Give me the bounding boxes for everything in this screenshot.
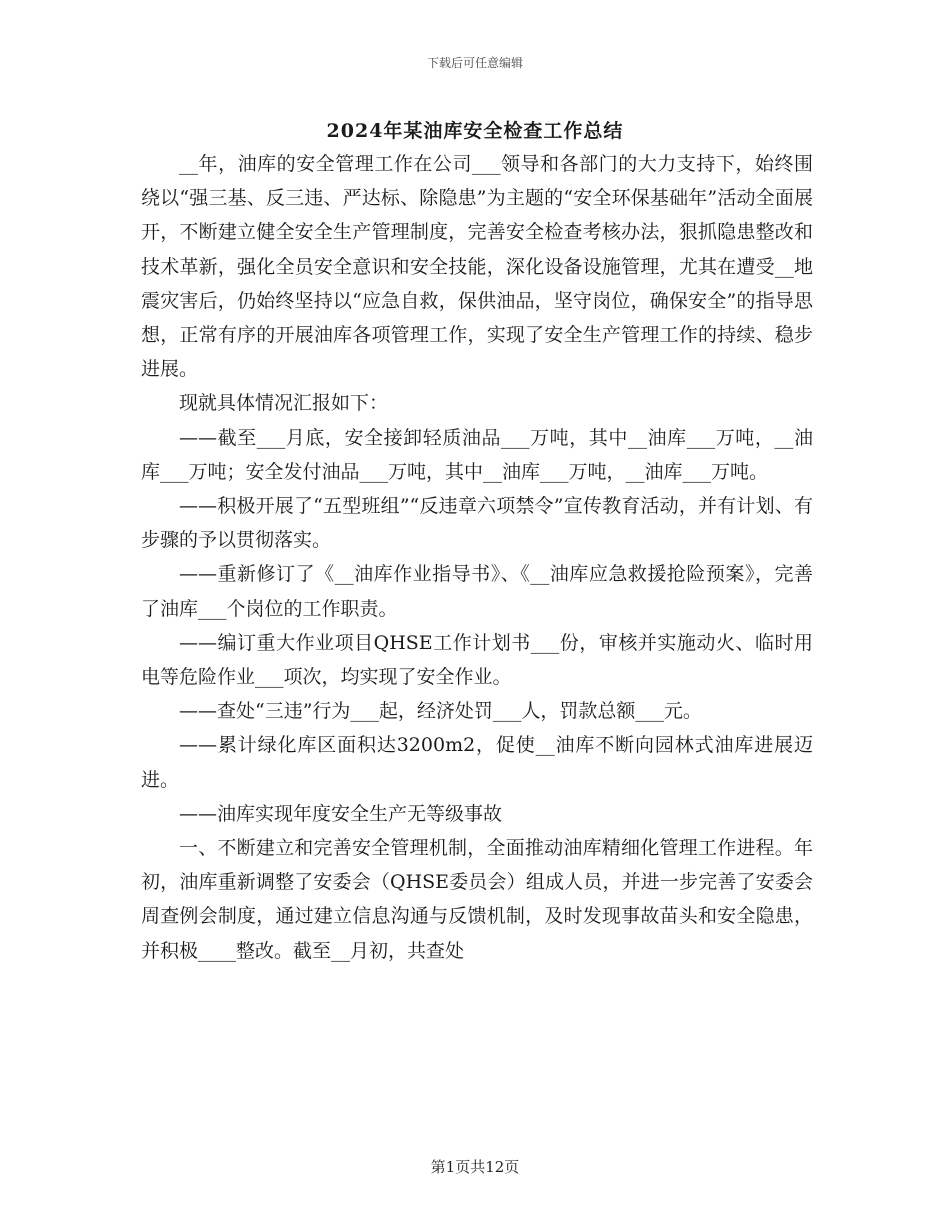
document-body [141, 147, 813, 968]
paragraph-item-violations: ——查处“三违”行为___起，经济处罚___人，罚款总额___元。 [179, 700, 702, 723]
paragraph-item-oil: ——截至___月底，安全接卸轻质油品___万吨，其中__油库___万吨，__油库___万吨；安全发付油品___万吨，其中__油库___万吨，__油库___万吨。 [141, 426, 813, 483]
paragraph-item-qhse: ——编订重大作业项目QHSE工作计划书___份，审核并实施动火、临时用电等危险作业___项次，均实现了安全作业。 [141, 631, 813, 689]
paragraph-item-revision: ——重新修订了《__油库作业指导书》、《__油库应急救援抢险预案》，完善了油库___个岗位的工作职责。 [141, 563, 813, 620]
paragraph-item-campaign: ——积极开展了“五型班组”“反违章六项禁令”宣传教育活动，并有计划、有步骤的予以贯彻落实。 [141, 495, 813, 552]
paragraph-item-no-accident: ——油库实现年度安全生产无等级事故 [179, 802, 503, 825]
header-note: 下载后可任意编辑 [426, 56, 523, 70]
paragraph-section-one: 一、不断建立和完善安全管理机制，全面推动油库精细化管理工作进程。年初，油库重新调整了安委会（QHSE委员会）组成人员，并进一步完善了安委会周查例会制度，通过建立信息沟通与反馈机制，及时发现事故苗头和安全隐患，并积极____整改。截至__月初，共查处 [141, 837, 813, 962]
page-footer: 第1页共12页 [430, 1158, 520, 1176]
paragraph-intro: __年，油库的安全管理工作在公司___领导和各部门的大力支持下，始终围绕以“强三基、反三违、严达标、除隐患”为主题的“安全环保基础年”活动全面展开，不断建立健全安全生产管理制度，完善安全检查考核办法，狠抓隐患整改和技术革新，强化全员安全意识和安全技能，深化设备设施管理，尤其在遭受__地震灾害后，仍始终坚持以“应急自救，保供油品，坚守岗位，确保安全”的指导思想，正常有序的开展油库各项管理工作，实现了安全生产管理工作的持续、稳步进展。 [141, 153, 813, 381]
paragraph-report-lead: 现就具体情况汇报如下： [179, 392, 389, 415]
document-title: 2024年某油库安全检查工作总结 [326, 120, 624, 142]
paragraph-item-greening: ——累计绿化库区面积达3200m2，促使__油库不断向园林式油库进展迈进。 [141, 734, 813, 791]
